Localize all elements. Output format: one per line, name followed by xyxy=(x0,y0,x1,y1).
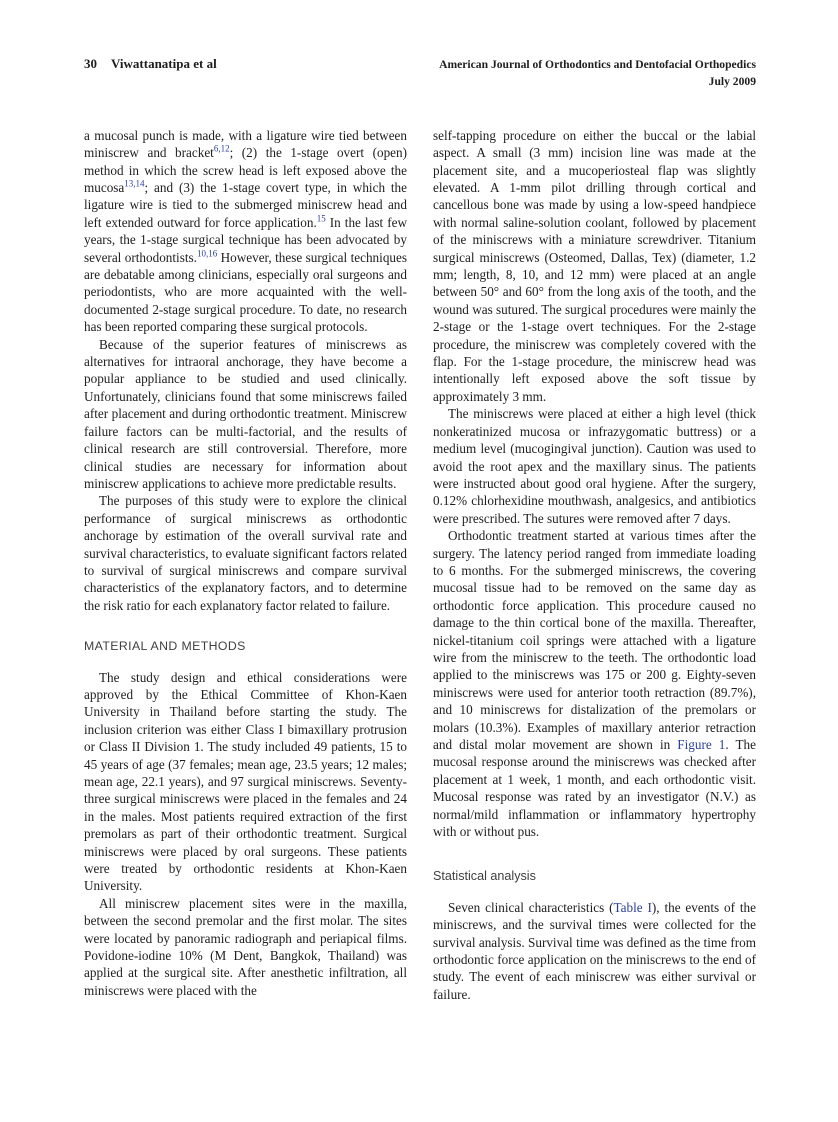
text-run: All miniscrew placement sites were in the maxilla, between the second premolar and the first molar. The sites were located by panoramic radiograph and periapical films. Povidone-iodine 10% (M Dent, Bangkok, Thailand) was applied at the surgical site. After anesthetic infiltration, all miniscrews were placed with the xyxy=(84,895,407,998)
section-heading-material-and-methods: MATERIAL AND METHODS xyxy=(84,639,246,654)
text-run: . The mucosal response around the miniscrews was checked after placement at 1 week, 1 month, and each orthodontic visit. Mucosal response was rated by an investigator (N.V.) as normal/mild inflammation or inflammatory hypertrophy with or without pus. xyxy=(433,737,756,840)
paragraph xyxy=(84,895,407,999)
text-run: ), the events of the miniscrews, and the survival times were collected for the survival analysis. Survival time was defined as the time from orthodontic force application on the miniscrews to the end of study. The event of each miniscrew was either survival or failure. xyxy=(433,899,756,1002)
text-run: The purposes of this study were to explore the clinical performance of surgical miniscrews as orthodontic anchorage by estimation of the overall survival rate and survival characteristics, to evaluate significant factors related to survival of surgical miniscrews and compare survival characteristics of the explanatory factors, and to determine the risk ratio for each explanatory factor related to failure. xyxy=(84,493,407,613)
cross-reference-link[interactable]: Table I xyxy=(613,899,652,915)
paragraph xyxy=(84,127,407,336)
running-head-left xyxy=(84,56,217,72)
paragraph xyxy=(433,127,756,406)
citation-ref[interactable]: 10,16 xyxy=(196,248,218,259)
text-run: The miniscrews were placed at either a high level (thick nonkeratinized mucosa or infrazygomatic buttress) or a medium level (mucogingival junction). Caution was used to avoid the root apex and the maxillary sinus. The patients were instructed about good oral hygiene. After the surgery, 0.12% chlorhexidine mouthwash, analgesics, and antibiotics were prescribed. The sutures were removed after 7 days. xyxy=(433,406,756,526)
citation-ref[interactable]: 6,12 xyxy=(213,143,230,154)
body-columns xyxy=(84,127,756,1004)
text-run: a mucosal punch is made, with a ligature wire tied between miniscrew and bracket xyxy=(84,127,407,161)
citation-ref[interactable]: 13,14 xyxy=(124,178,145,189)
right-column xyxy=(433,127,756,1004)
running-authors: Viwattanatipa et al xyxy=(111,56,217,71)
page-number: 30 xyxy=(84,56,97,71)
text-run: Orthodontic treatment started at various times after the surgery. The latency period ranged from immediate loading to 6 months. For the submerged miniscrews, the covering mucosal tissue had to be removed on the same day as orthodontic force application. This procedure caused no damage to the thin cortical bone of the maxilla. Thereafter, nickel-titanium coil springs were attached with a ligature wire from the miniscrew to the teeth. The orthodontic load applied to the miniscrews was 175 or 200 g. Eighty-seven miniscrews were used for anterior tooth retraction (89.7%), and 10 miniscrews for distalization of the premolars or molars (10.3%). Examples of maxillary anterior retraction and distal molar movement are shown in xyxy=(433,528,756,752)
paragraph xyxy=(84,669,407,895)
paragraph xyxy=(433,899,756,1003)
cross-reference-link[interactable]: Figure 1 xyxy=(677,737,726,752)
sub-heading-statistical-analysis: Statistical analysis xyxy=(433,869,536,884)
issue-date: July 2009 xyxy=(708,75,756,89)
citation-ref[interactable]: 15 xyxy=(316,213,326,224)
paragraph xyxy=(433,527,756,840)
text-run: However, these surgical techniques are debatable among clinicians, especially oral surgeons and periodontists, who are more acquainted with the well-documented 2-stage surgical procedure. To date, no research has been reported comparing these surgical protocols. xyxy=(84,249,407,335)
text-run: Seven clinical characteristics ( xyxy=(448,899,614,915)
page-header xyxy=(84,56,756,91)
paragraph xyxy=(84,336,407,493)
running-head-right xyxy=(439,56,756,91)
text-run: In the last few years, the 1-stage surgical technique has been advocated by several orthodontists. xyxy=(84,214,407,265)
left-column xyxy=(84,127,407,1004)
text-run: ; (2) the 1-stage overt (open) method in which the screw head is left exposed above the mucosa xyxy=(84,145,407,195)
paragraph xyxy=(84,492,407,614)
text-run: Because of the superior features of miniscrews as alternatives for intraoral anchorage, they have become a popular appliance to be studied and used clinically. Unfortunately, clinicians found that some miniscrews failed after placement and during orthodontic treatment. Miniscrew failure factors can be multi-factorial, and the results of clinical research are still controversial. Therefore, more clinical studies are necessary for information about miniscrew applications to achieve more predictable results. xyxy=(84,336,407,491)
journal-name: American Journal of Orthodontics and Dentofacial Orthopedics xyxy=(439,58,756,71)
text-run: self-tapping procedure on either the buccal or the labial aspect. A small (3 mm) incision line was made at the placement site, and a mucoperiosteal flap was slightly elevated. A 1-mm pilot drilling through cortical and cancellous bone was made by using a low-speed handpiece with normal saline-solution coolant, followed by placement of the miniscrews with a miniature screwdriver. Titanium surgical miniscrews (Osteomed, Dallas, Tex) (diameter, 1.2 mm; length, 8, 10, and 12 mm) were placed at an angle between 50° and 60° from the long axis of the tooth, and the wound was sutured. The surgical procedures were mainly the 2-stage or the 1-stage overt techniques. For the 2-stage procedure, the miniscrew was completely covered with the flap. For the 1-stage procedure, the miniscrew head was intentionally left exposed above the soft tissue by approximately 3 mm. xyxy=(433,127,756,404)
paragraph xyxy=(433,405,756,527)
text-run: ; and (3) the 1-stage covert type, in which the ligature wire is tied to the submerged miniscrew head and left extended outward for force application. xyxy=(84,180,407,230)
text-run: The study design and ethical considerations were approved by the Ethical Committee of Khon-Kaen University in Thailand before starting the study. The inclusion criterion was either Class I bimaxillary protrusion or Class II Division 1. The study included 49 patients, 15 to 45 years of age (37 females; mean age, 23.5 years; 12 males; mean age, 22.1 years), and 97 surgical miniscrews. Seventy-three surgical miniscrews were placed in the females and 24 in the males. Most patients required extraction of the first premolars as part of their orthodontic treatment. Surgical miniscrews were placed by oral surgeons. These patients were treated by orthodontic residents at Khon-Kaen University. xyxy=(84,669,407,894)
